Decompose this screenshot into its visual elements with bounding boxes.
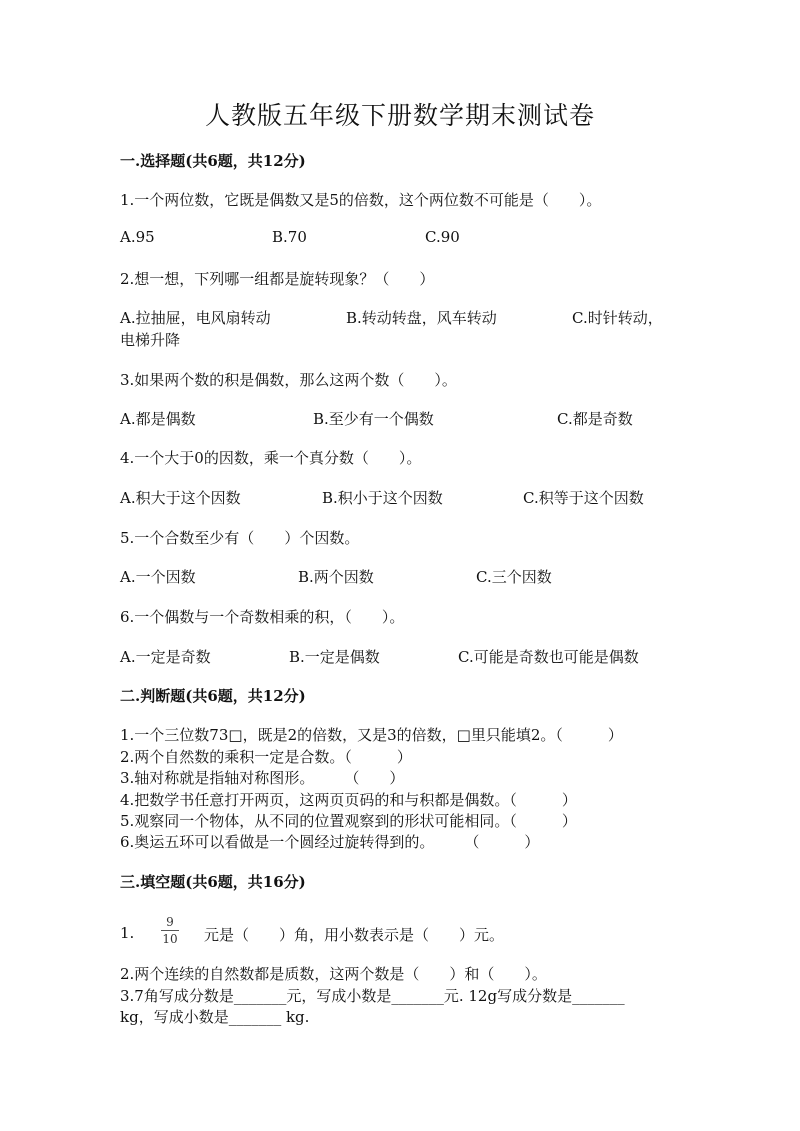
option-a: A.都是偶数 [120,410,196,428]
option-b: B.积小于这个因数 [322,489,443,507]
option-c: C.90 [425,228,460,246]
fraction [160,916,180,945]
option-c: C.三个因数 [476,568,552,586]
question-text: 元是（ ）角，用小数表示是（ ）元。 [204,926,505,944]
option-a: A.95 [120,228,155,246]
option-a: A.拉抽屉，电风扇转动 [120,309,271,327]
option-a: A.积大于这个因数 [120,489,241,507]
question-number: 1. [120,924,135,942]
section-heading-fill-in: 三.填空题(共6题，共16分) [120,873,306,891]
option-c: C.都是奇数 [557,410,633,428]
question-stem: 1.一个两位数，它既是偶数又是5的倍数，这个两位数不可能是（ ）。 [120,191,602,209]
question-stem: 6.一个偶数与一个奇数相乘的积，（ ）。 [120,608,405,626]
section-heading-judgement: 二.判断题(共6题，共12分) [120,687,306,705]
fraction-denominator: 10 [162,932,178,946]
option-c: C.时针转动， [572,309,663,327]
list-item: 3.轴对称就是指轴对称图形。 （ ） [120,769,405,787]
question-stem: 5.一个合数至少有（ ）个因数。 [120,529,360,547]
option-b: B.至少有一个偶数 [313,410,434,428]
question-stem: 3.7角写成分数是_______元，写成小数是_______元. 12g写成分数是_______ [120,987,625,1005]
question-stem: 2.两个连续的自然数都是质数，这两个数是（ ）和（ ）。 [120,965,547,983]
option-b: B.转动转盘，风车转动 [346,309,497,327]
section-heading-choice: 一.选择题(共6题，共12分) [120,152,306,170]
list-item: 1.一个三位数73□，既是2的倍数，又是3的倍数，□里只能填2。（ ） [120,726,623,744]
list-item: 6.奥运五环可以看做是一个圆经过旋转得到的。 （ ） [120,833,540,851]
option-a: A.一个因数 [120,568,196,586]
list-item: 5.观察同一个物体，从不同的位置观察到的形状可能相同。（ ） [120,812,577,830]
list-item: 2.两个自然数的乘积一定是合数。（ ） [120,748,412,766]
question-stem: 3.如果两个数的积是偶数，那么这两个数（ ）。 [120,371,457,389]
question-stem: 2.想一想，下列哪一组都是旋转现象？（ ） [120,270,435,288]
option-c-continued: 电梯升降 [120,331,181,349]
question-stem-continued: kg，写成小数是_______ kg. [120,1008,310,1026]
option-b: B.两个因数 [298,568,374,586]
option-b: B.一定是偶数 [289,648,380,666]
option-a: A.一定是奇数 [120,648,211,666]
fraction-numerator: 9 [166,915,174,929]
option-b: B.70 [272,228,307,246]
option-c: C.可能是奇数也可能是偶数 [458,648,639,666]
question-stem: 4.一个大于0的因数，乘一个真分数（ ）。 [120,449,422,467]
option-c: C.积等于这个因数 [523,489,644,507]
page-title: 人教版五年级下册数学期末测试卷 [204,101,595,130]
list-item: 4.把数学书任意打开两页，这两页页码的和与积都是偶数。（ ） [120,791,577,809]
